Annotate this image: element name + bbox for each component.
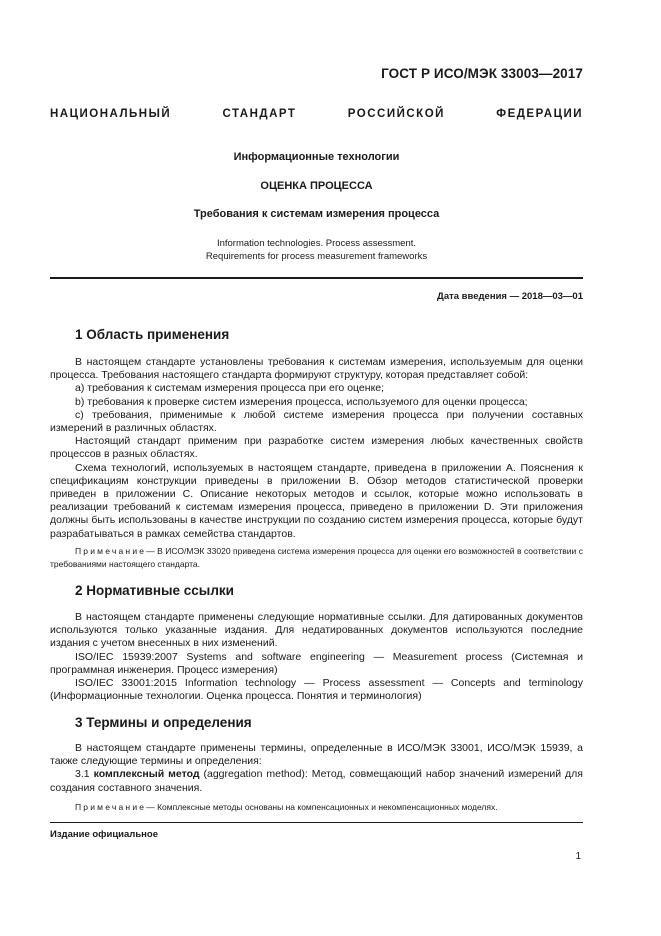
section-3-body: [50, 742, 583, 795]
reference-item: ISO/IEC 15939:2007 Systems and software engineering — Measurement process (Системная и программная инженерия. Процесс измерения): [50, 650, 583, 676]
section-3-paragraph: В настоящем стандарте применены термины, определенные в ИСО/МЭК 33001, ИСО/МЭК 15939, а также следующие термины и определения:: [50, 742, 583, 768]
title-line-1: Информационные технологии: [233, 151, 400, 163]
reference-item: ISO/IEC 33001:2015 Information technology — Process assessment — Concepts and terminology (Информационные технологии. Оценка процесса. Понятия и терминология): [50, 677, 583, 703]
english-title-line-1: Information technologies. Process assessment.: [216, 238, 417, 249]
list-item-b: b) требования к проверке систем измерения процесса, используемого для оценки процесса;: [75, 395, 528, 408]
divider: [50, 277, 583, 279]
section-1-body: [50, 356, 583, 541]
section-3-note: [50, 801, 583, 814]
section-1-paragraph: Настоящий стандарт применим при разработке систем измерения любых качественных свойств процессов в разных областях.: [50, 435, 583, 461]
term-number: 3.1: [75, 768, 90, 781]
section-1-heading: 1 Область применения: [75, 327, 230, 342]
note-label: Примечание: [75, 802, 147, 812]
term-name: комплексный метод: [93, 768, 200, 781]
edition-label: Издание официальное: [50, 829, 158, 840]
term-definition: [50, 768, 583, 794]
page-number: 1: [575, 851, 581, 862]
section-2-heading: 2 Нормативные ссылки: [75, 583, 234, 598]
intro-date: Дата введения — 2018—03—01: [437, 291, 583, 302]
section-2-paragraph: В настоящем стандарте применены следующие нормативные ссылки. Для датированных документов используются только указанные издания. Для недатированных документов используются последние издания с учетом внесенных в них изменений.: [50, 611, 583, 650]
national-standard-banner: НАЦИОНАЛЬНЫЙ СТАНДАРТ РОССИЙСКОЙ ФЕДЕРАЦИИ: [50, 108, 583, 120]
section-1-paragraph: Схема технологий, используемых в настоящем стандарте, приведена в приложении А. Пояснения к спецификациям конструкции приведены в приложении B. Обзор методов статистической проверки приведен в приложении C. Описание некоторых методов и ссылок, которые можно использовать в реализации требований к системам измерения процесса, приведено в приложении D. Эти приложения должны быть использованы в качестве инструкции по созданию систем измерения процесса, которые будут разрабатываться в рамках семейства стандартов.: [50, 461, 583, 540]
note-text: — В ИСО/МЭК 33020 приведена система измерения процесса для оценки его возможностей в соответствии с требованиями настоящего стандарта.: [50, 546, 583, 569]
note-text: — Комплексные методы основаны на компенсационных и некомпенсационных моделях.: [146, 802, 498, 812]
term-text: (aggregation method): Метод, совмещающий набор значений измерений для создания составного значения.: [50, 768, 583, 794]
title-line-3: Требования к системам измерения процесса: [193, 208, 440, 220]
note-label: Примечание: [75, 546, 147, 556]
english-title-line-2: Requirements for process measurement frameworks: [205, 251, 428, 262]
section-3-heading: 3 Термины и определения: [75, 715, 252, 730]
document-number: ГОСТ Р ИСО/МЭК 33003—2017: [381, 66, 583, 81]
title-line-2: ОЦЕНКА ПРОЦЕССА: [260, 180, 373, 192]
section-1-note: [50, 545, 583, 571]
section-1-paragraph: В настоящем стандарте установлены требования к системам измерения, используемым для оценки процесса. Требования настоящего стандарта формируют структуру, которая представляет собой:: [50, 356, 583, 382]
list-item-a: a) требования к системам измерения процесса при его оценке;: [75, 382, 385, 395]
footer-divider: [50, 822, 583, 823]
english-title: [50, 237, 583, 263]
list-item-c: c) требования, применимые к любой системе измерения процесса при получении составных измерений в различных областях.: [50, 408, 583, 435]
section-2-body: [50, 611, 583, 703]
